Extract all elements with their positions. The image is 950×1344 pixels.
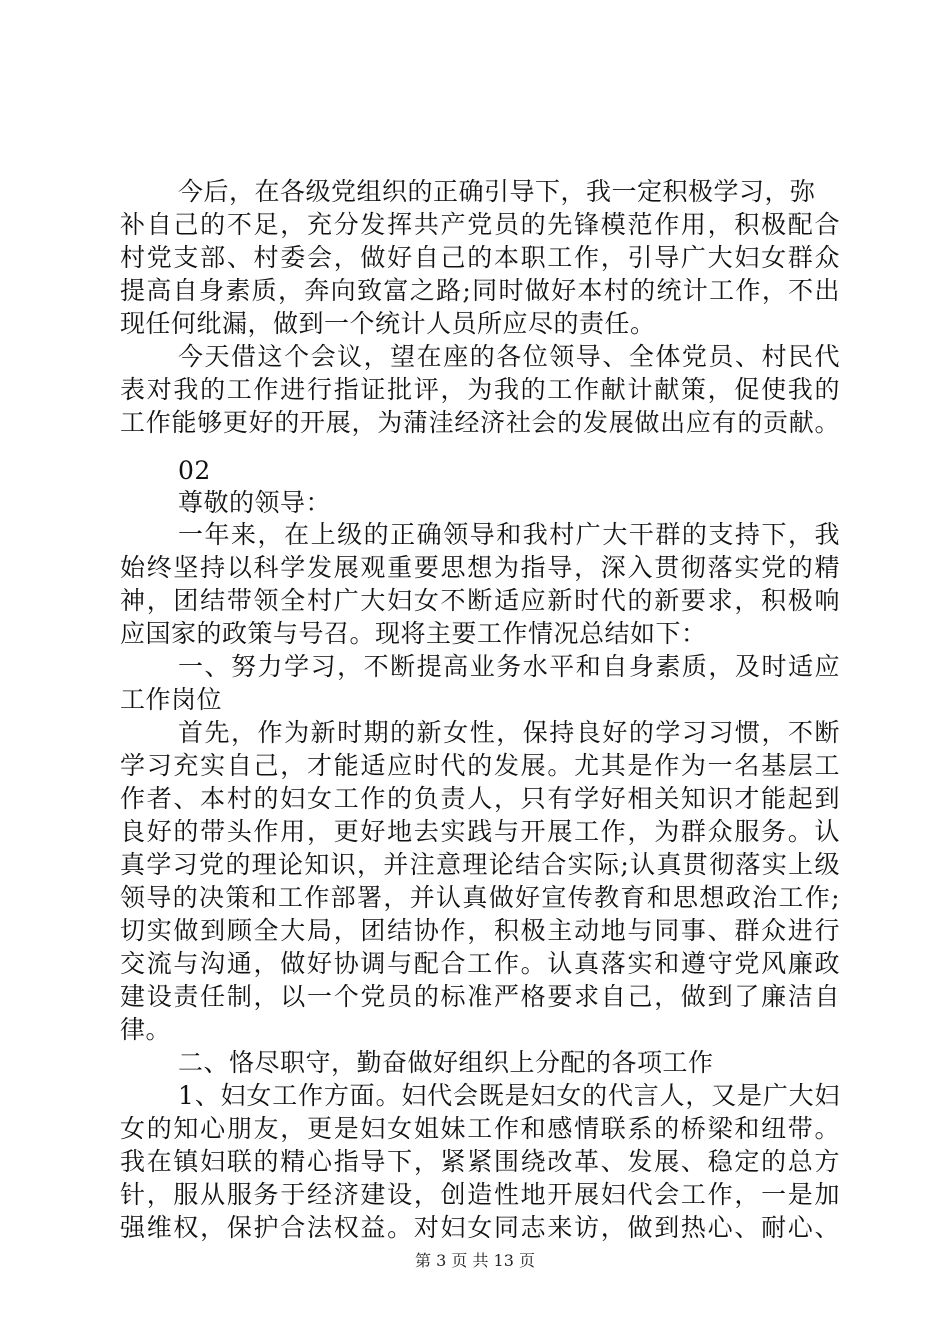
- page-footer: 第 3 页 共 13 页: [415, 1251, 535, 1270]
- section-heading: 一、努力学习，不断提高业务水平和自身素质，及时适应: [178, 652, 840, 681]
- paragraph-line: 领导的决策和工作部署，并认真做好宣传教育和思想政治工作;: [120, 883, 840, 912]
- section-number: 02: [178, 456, 211, 485]
- paragraph-line: 女的知心朋友，更是妇女姐妹工作和感情联系的桥梁和纽带。: [120, 1114, 840, 1143]
- paragraph-line: 我在镇妇联的精心指导下，紧紧围绕改革、发展、稳定的总方: [120, 1147, 840, 1176]
- paragraph-line: 针，服从服务于经济建设，创造性地开展妇代会工作，一是加: [120, 1180, 840, 1209]
- paragraph-line: 交流与沟通，做好协调与配合工作。认真落实和遵守党风廉政: [120, 949, 840, 978]
- paragraph-line: 良好的带头作用，更好地去实践与开展工作，为群众服务。认: [120, 817, 840, 846]
- paragraph-line: 首先，作为新时期的新女性，保持良好的学习习惯，不断: [178, 718, 840, 747]
- paragraph-line: 补自己的不足，充分发挥共产党员的先锋模范作用，积极配合: [120, 210, 840, 239]
- paragraph-line: 提高自身素质，奔向致富之路;同时做好本村的统计工作，不出: [120, 276, 840, 305]
- salutation: 尊敬的领导：: [178, 488, 332, 517]
- paragraph-line: 律。: [120, 1015, 172, 1044]
- section-heading: 二、恪尽职守，勤奋做好组织上分配的各项工作: [178, 1048, 714, 1077]
- paragraph-line: 始终坚持以科学发展观重要思想为指导，深入贯彻落实党的精: [120, 553, 840, 582]
- paragraph-line: 真学习党的理论知识，并注意理论结合实际;认真贯彻落实上级: [120, 850, 840, 879]
- section-heading: 工作岗位: [120, 685, 223, 714]
- paragraph-line: 作者、本村的妇女工作的负责人，只有学好相关知识才能起到: [120, 784, 840, 813]
- paragraph-line: 表对我的工作进行指证批评，为我的工作献计献策，促使我的: [120, 375, 840, 404]
- paragraph-line: 现任何纰漏，做到一个统计人员所应尽的责任。: [120, 309, 656, 338]
- paragraph-line: 工作能够更好的开展，为蒲洼经济社会的发展做出应有的贡献。: [120, 408, 840, 437]
- paragraph-line: 神，团结带领全村广大妇女不断适应新时代的新要求，积极响: [120, 586, 840, 615]
- paragraph-line: 切实做到顾全大局，团结协作，积极主动地与同事、群众进行: [120, 916, 840, 945]
- paragraph-line: 建设责任制，以一个党员的标准严格要求自己，做到了廉洁自: [120, 982, 840, 1011]
- paragraph-line: 应国家的政策与号召。现将主要工作情况总结如下：: [120, 619, 707, 648]
- paragraph-line: 今后，在各级党组织的正确引导下，我一定积极学习，弥: [178, 177, 816, 206]
- paragraph-line: 学习充实自己，才能适应时代的发展。尤其是作为一名基层工: [120, 751, 840, 780]
- paragraph-line: 强维权，保护合法权益。对妇女同志来访，做到热心、耐心、: [120, 1213, 840, 1242]
- paragraph-line: 村党支部、村委会，做好自己的本职工作，引导广大妇女群众: [120, 243, 840, 272]
- paragraph-line: 一年来，在上级的正确领导和我村广大干群的支持下，我: [178, 520, 840, 549]
- paragraph-line: 今天借这个会议，望在座的各位领导、全体党员、村民代: [178, 342, 840, 371]
- paragraph-line: 1、妇女工作方面。妇代会既是妇女的代言人，又是广大妇: [178, 1081, 840, 1110]
